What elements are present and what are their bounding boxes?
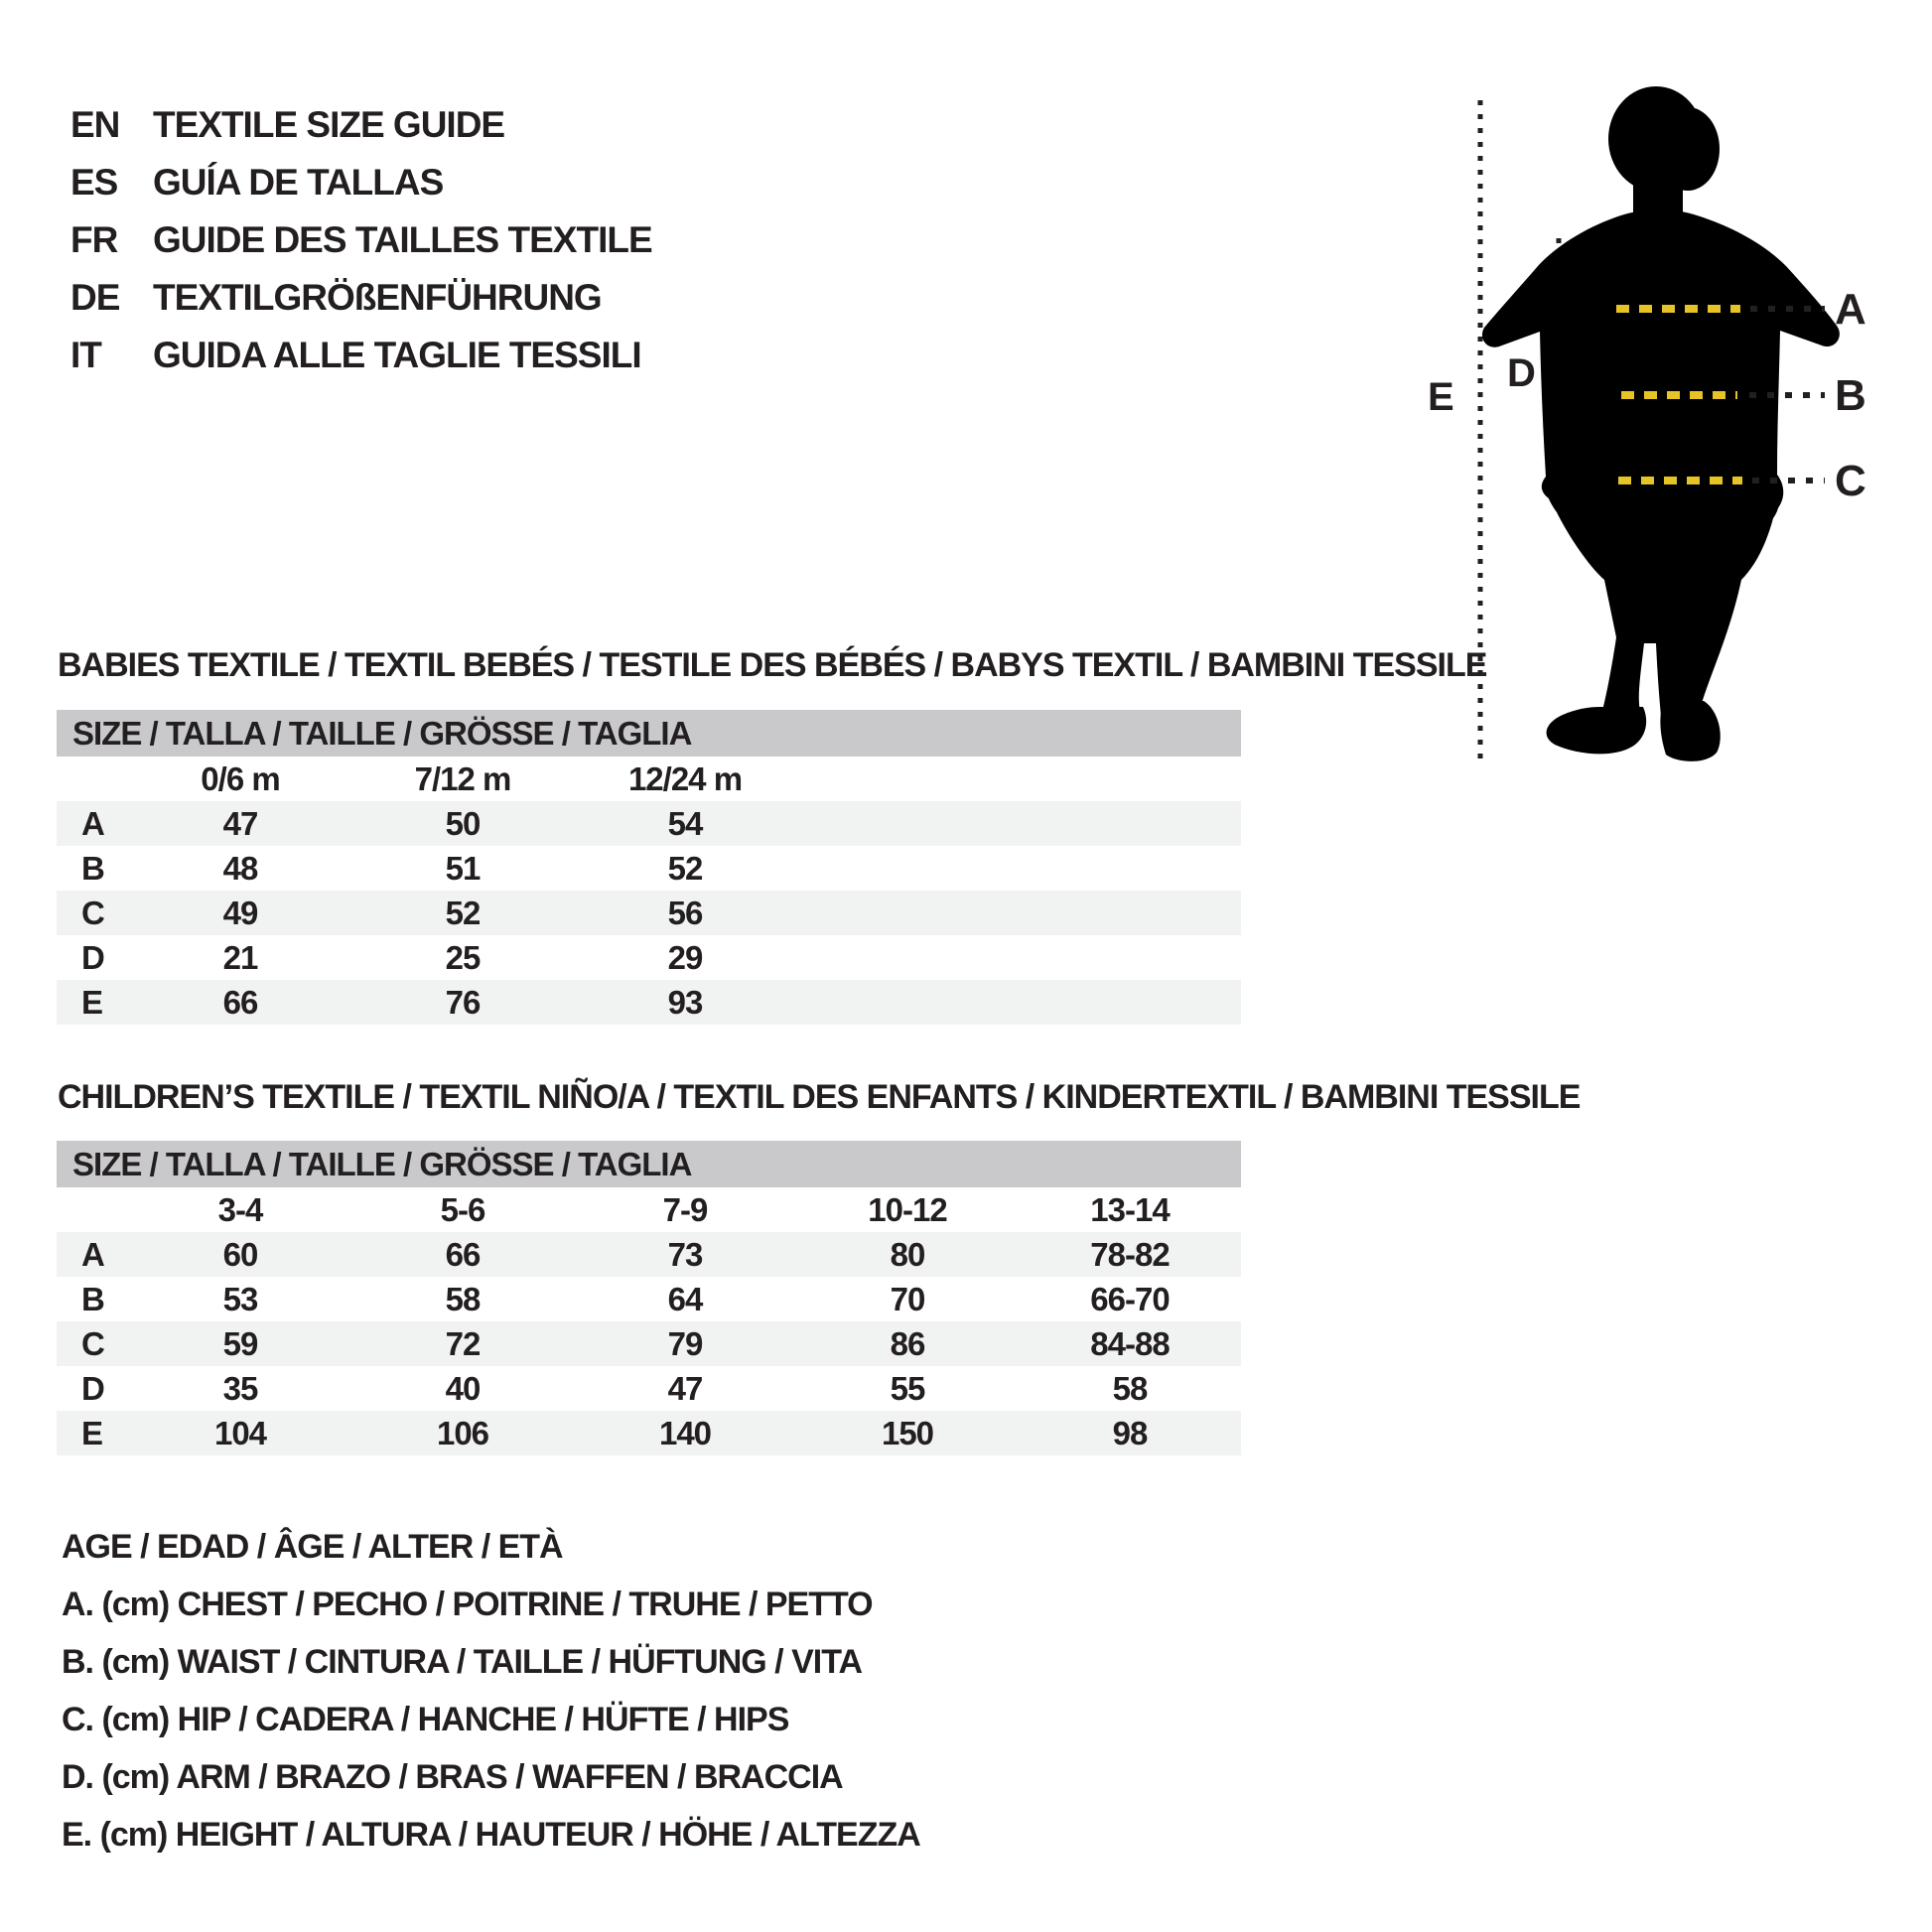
children-size-table [57,1141,1241,1455]
cell: 58 [1112,1369,1148,1407]
lang-row-it [70,327,652,384]
lang-title: TEXTILE SIZE GUIDE [153,104,505,145]
table-row-d [57,935,1241,980]
row-label: B [81,849,104,887]
cell: 56 [667,894,703,931]
row-label: A [81,1235,104,1273]
cell: 66 [222,983,258,1021]
cell: 150 [881,1414,934,1451]
figure-label-c: C [1835,457,1866,505]
row-label: E [81,983,103,1021]
cell: 47 [667,1369,703,1407]
cell: 52 [445,894,481,931]
figure-label-a: A [1835,285,1866,334]
cell: 51 [445,849,481,887]
cell: 106 [436,1414,489,1451]
cell: 40 [445,1369,481,1407]
row-label: C [81,1324,104,1362]
legend-waist: B. (cm) WAIST / CINTURA / TAILLE / HÜFTUNG / VITA [62,1642,862,1681]
lang-code: IT [70,335,101,375]
col-header: 13-14 [1090,1190,1170,1228]
table-row-a [57,801,1241,846]
children-section-title: CHILDREN’S TEXTILE / TEXTIL NIÑO/A / TEXTIL DES ENFANTS / KINDERTEXTIL / BAMBINI TESSILE [58,1078,1581,1116]
cell: 25 [445,938,481,976]
cell: 79 [667,1324,703,1362]
cell: 64 [667,1280,703,1317]
cell: 48 [222,849,258,887]
babies-section-title: BABIES TEXTILE / TEXTIL BEBÉS / TESTILE DES BÉBÉS / BABYS TEXTIL / BAMBINI TESSILE [58,646,1487,684]
lang-row-en [70,96,652,154]
silhouette-left-shoe [1547,707,1647,754]
col-header: 7-9 [662,1190,708,1228]
cell: 78-82 [1090,1235,1170,1273]
cell: 86 [890,1324,925,1362]
row-label: D [81,1369,104,1407]
row-label: E [81,1414,103,1451]
col-header: 12/24 m [627,759,743,797]
cell: 76 [445,983,481,1021]
col-header: 10-12 [868,1190,947,1228]
cell: 47 [222,804,258,842]
figure-label-b: B [1835,371,1866,420]
cell: 29 [667,938,703,976]
lang-title: TEXTILGRÖßENFÜHRUNG [153,277,602,318]
lang-title: GUÍA DE TALLAS [153,162,444,203]
silhouette-right-shoe [1660,701,1720,761]
cell: 104 [213,1414,267,1451]
cell: 72 [445,1324,481,1362]
lang-code: EN [70,104,120,145]
cell: 140 [658,1414,712,1451]
cell: 55 [890,1369,925,1407]
table-row-d [57,1366,1241,1411]
table-row-b [57,846,1241,891]
lang-row-fr [70,211,652,269]
babies-column-header-row [57,757,1241,801]
silhouette-shorts [1546,477,1779,580]
figure-label-e: E [1428,375,1454,419]
cell: 49 [222,894,258,931]
cell: 84-88 [1090,1324,1170,1362]
row-label: C [81,894,104,931]
table-row-b [57,1277,1241,1321]
cell: 98 [1112,1414,1148,1451]
cell: 50 [445,804,481,842]
cell: 21 [222,938,258,976]
cell: 59 [222,1324,258,1362]
cell: 35 [222,1369,258,1407]
legend-hip: C. (cm) HIP / CADERA / HANCHE / HÜFTE / HIPS [62,1700,789,1738]
lang-row-de [70,269,652,327]
cell: 52 [667,849,703,887]
cell: 66 [445,1235,481,1273]
babies-size-header-bar [57,710,1241,757]
cell: 58 [445,1280,481,1317]
lang-title: GUIDE DES TAILLES TEXTILE [153,219,652,260]
legend-age: AGE / EDAD / ÂGE / ALTER / ETÀ [62,1527,563,1566]
legend-arm: D. (cm) ARM / BRAZO / BRAS / WAFFEN / BRACCIA [62,1757,843,1796]
table-row-e [57,980,1241,1025]
row-label: B [81,1280,104,1317]
size-header-label: SIZE / TALLA / TAILLE / GRÖSSE / TAGLIA [72,1145,692,1182]
row-label: A [81,804,104,842]
children-column-header-row [57,1187,1241,1232]
col-header: 5-6 [440,1190,485,1228]
col-header: 3-4 [217,1190,263,1228]
language-title-list [70,96,652,384]
lang-code: DE [70,277,120,318]
lang-code: FR [70,219,118,260]
cell: 53 [222,1280,258,1317]
figure-label-d: D [1507,351,1536,395]
legend-chest: A. (cm) CHEST / PECHO / POITRINE / TRUHE / PETTO [62,1585,873,1623]
cell: 73 [667,1235,703,1273]
babies-size-table [57,710,1241,1025]
table-row-a [57,1232,1241,1277]
table-row-c [57,1321,1241,1366]
row-label: D [81,938,104,976]
size-header-label: SIZE / TALLA / TAILLE / GRÖSSE / TAGLIA [72,714,692,752]
lang-title: GUIDA ALLE TAGLIE TESSILI [153,335,641,375]
cell: 66-70 [1090,1280,1170,1317]
table-row-e [57,1411,1241,1455]
children-size-header-bar [57,1141,1241,1187]
measurement-legend [62,1518,920,1863]
cell: 60 [222,1235,258,1273]
cell: 80 [890,1235,925,1273]
col-header: 0/6 m [201,759,280,797]
col-header: 7/12 m [414,759,511,797]
lang-row-es [70,154,652,211]
child-silhouette [1482,86,1840,761]
cell: 93 [667,983,703,1021]
lang-code: ES [70,162,118,203]
table-row-c [57,891,1241,935]
cell: 70 [890,1280,925,1317]
cell: 54 [667,804,703,842]
legend-height: E. (cm) HEIGHT / ALTURA / HAUTEUR / HÖHE / ALTEZZA [62,1815,920,1854]
